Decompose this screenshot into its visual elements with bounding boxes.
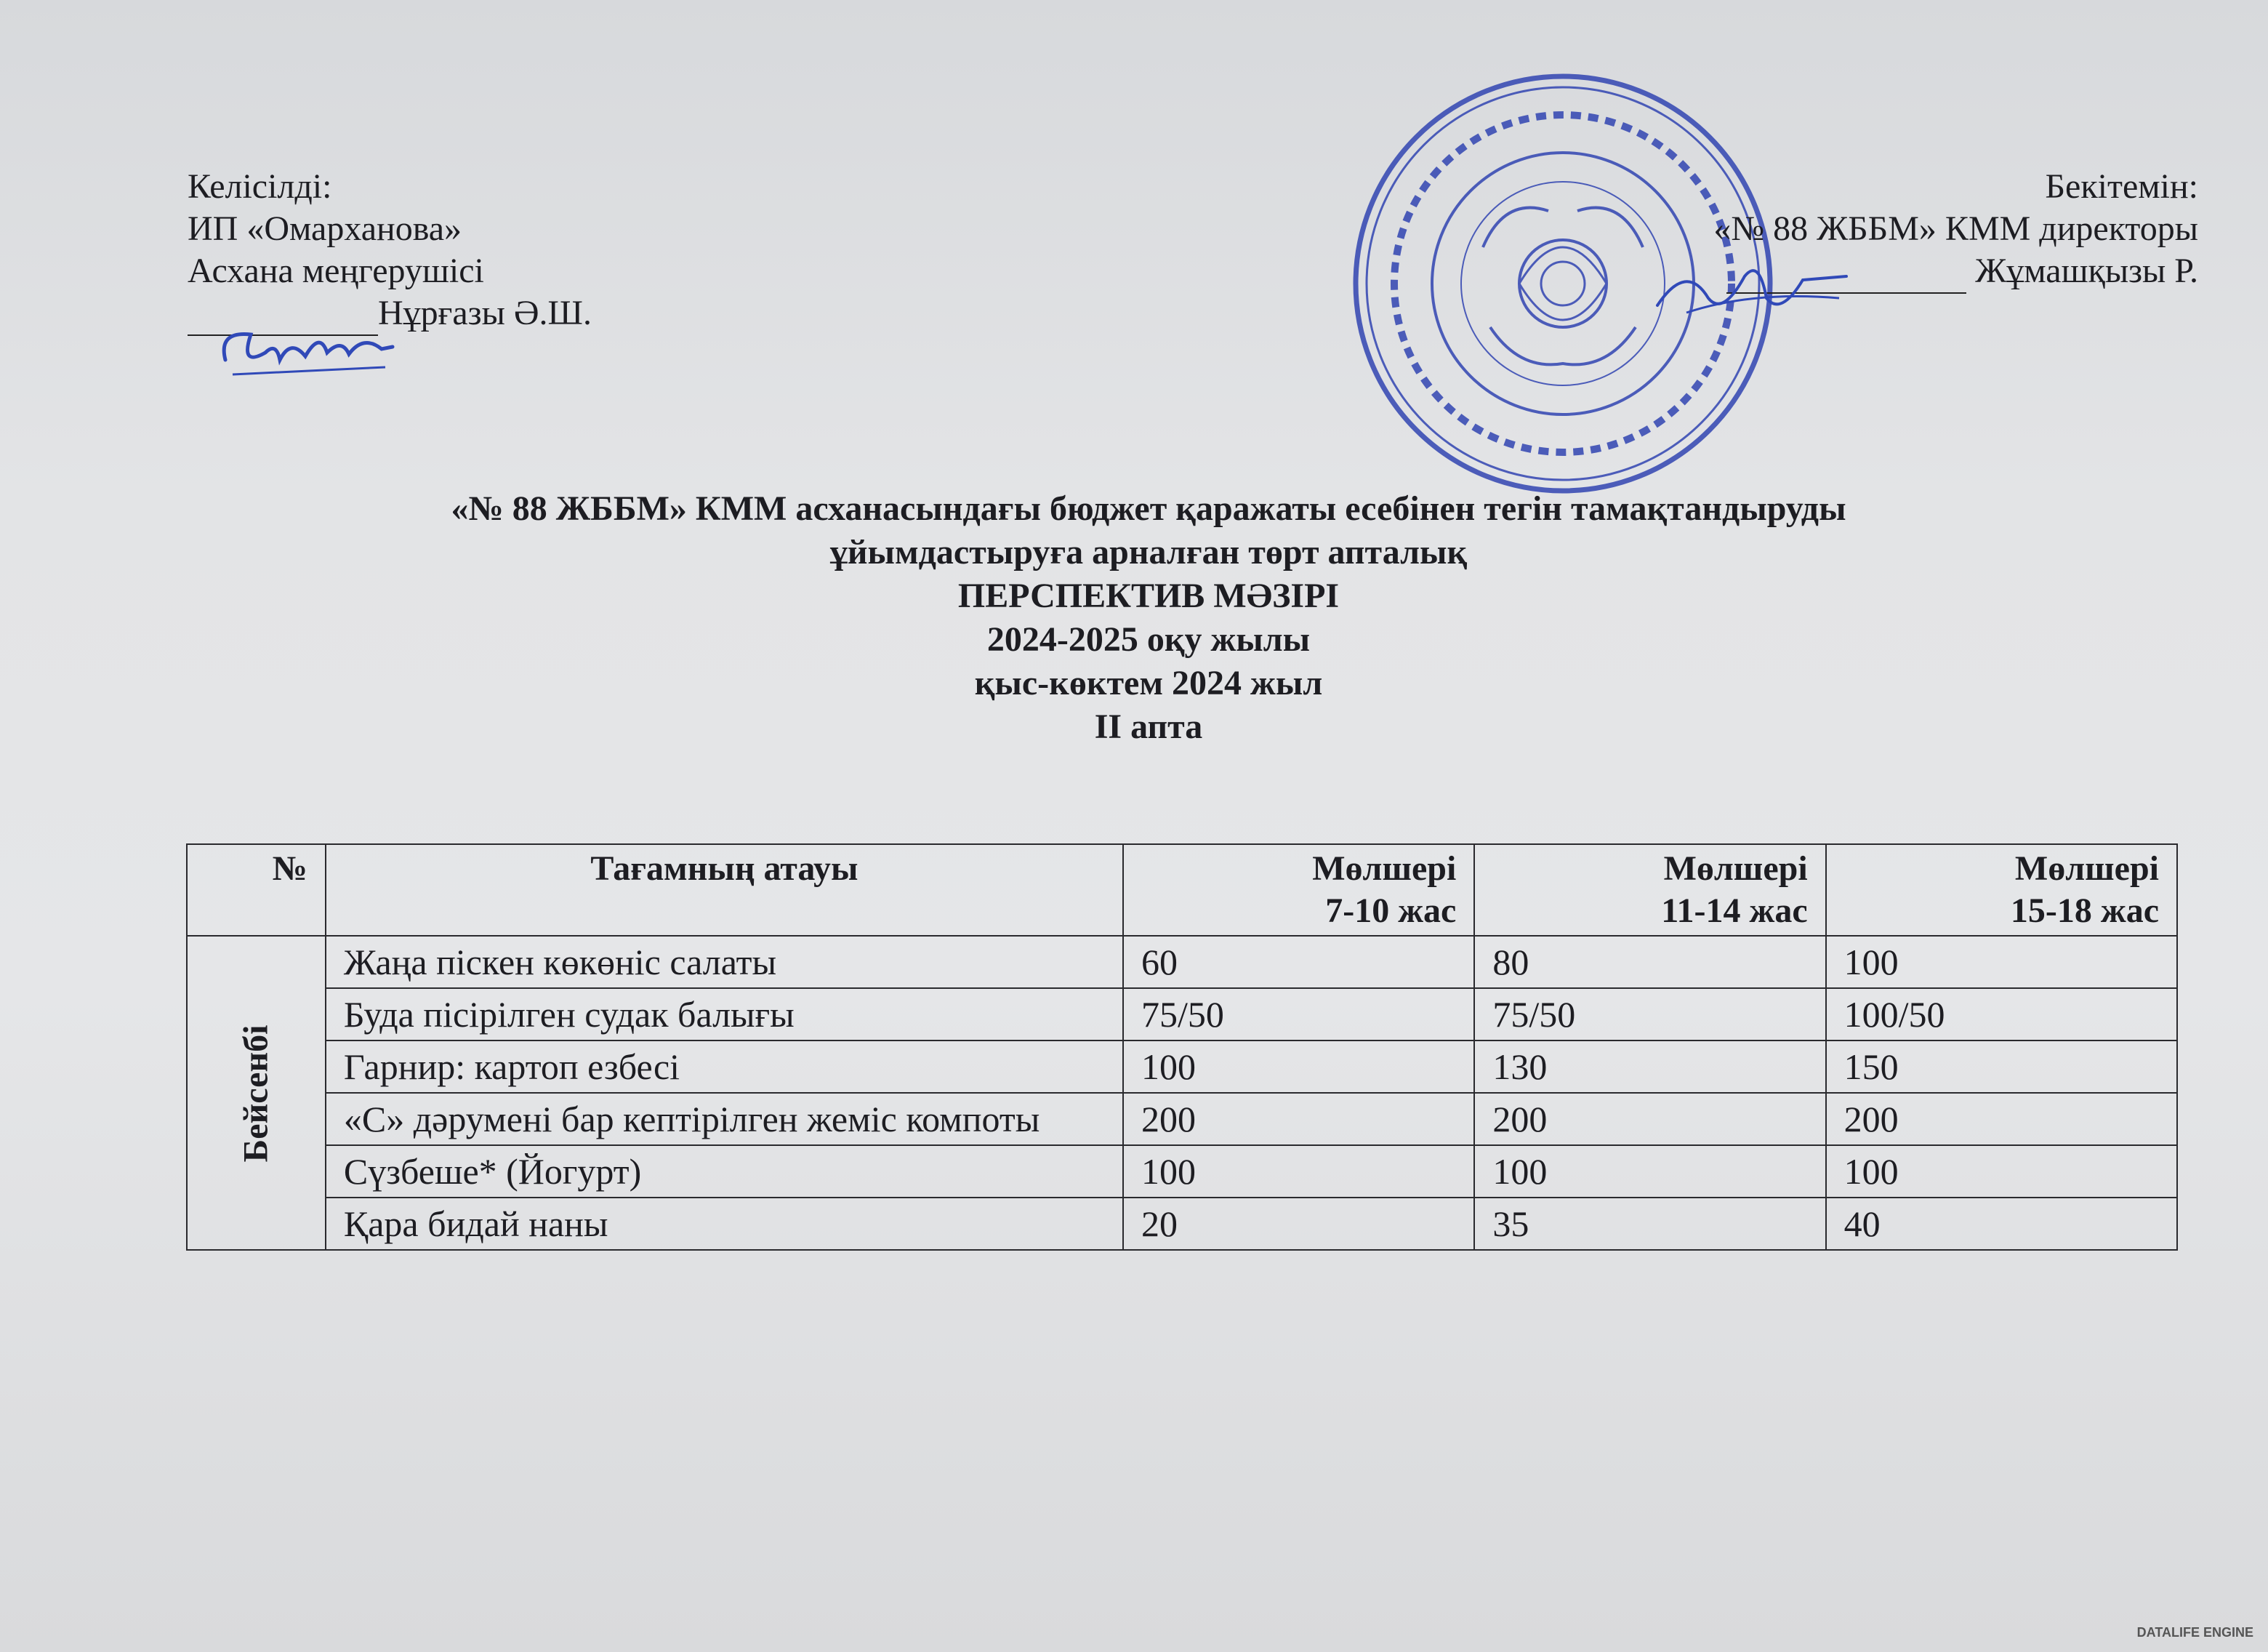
portion-cell: 100 [1474,1145,1825,1198]
dish-name-cell: Жаңа піскен көкөніс салаты [326,936,1123,988]
header-portion-label: Мөлшері [1312,849,1457,888]
header-dish-name: Тағамның атауы [326,844,1123,936]
header-age-range: 7-10 жас [1325,891,1457,930]
portion-cell: 100/50 [1826,988,2177,1040]
portion-cell: 200 [1474,1093,1825,1145]
watermark-logo: DATALIFE ENGINE [2136,1625,2253,1640]
table-row [187,1093,2177,1145]
table-header-row [187,844,2177,936]
portion-cell: 100 [1826,936,2177,988]
agreed-label: Келісілді: [188,167,332,206]
portion-cell: 60 [1123,936,1474,988]
approved-label: Бекітемін: [2045,167,2198,206]
table-row [187,1198,2177,1250]
dish-name-cell: Қара бидай наны [326,1198,1123,1250]
menu-table [186,843,2178,1251]
portion-cell: 200 [1826,1093,2177,1145]
title-line-5: қыс-көктем 2024 жыл [974,664,1323,702]
portion-cell: 130 [1474,1040,1825,1093]
portion-cell: 20 [1123,1198,1474,1250]
canteen-head-name: Нұрғазы Ә.Ш. [378,294,592,332]
portion-cell: 75/50 [1474,988,1825,1040]
director-name: Жұмашқызы Р. [1975,252,2198,290]
dish-name-cell: Сүзбеше* (Йогурт) [326,1145,1123,1198]
header-portion-11-14 [1474,844,1825,936]
dish-name-cell: «С» дәрумені бар кептірілген жеміс компоты [326,1093,1123,1145]
title-line-3: ПЕРСПЕКТИВ МӘЗІРІ [957,577,1340,615]
left-signature [211,309,407,389]
header-age-range: 15-18 жас [2010,891,2159,930]
portion-cell: 100 [1123,1040,1474,1093]
portion-cell: 80 [1474,936,1825,988]
portion-cell: 100 [1826,1145,2177,1198]
title-line-6: ІІ апта [1094,707,1203,746]
day-cell [187,936,326,1250]
table-row [187,988,2177,1040]
table-row [187,936,2177,988]
table-row [187,1040,2177,1093]
table-row [187,1145,2177,1198]
document-title [218,487,2079,749]
director-title: «№ 88 ЖББМ» КММ директоры [1713,209,2198,248]
portion-cell: 35 [1474,1198,1825,1250]
header-age-range: 11-14 жас [1661,891,1808,930]
supplier-name: ИП «Омарханова» [188,209,462,248]
title-line-2: ұйымдастыруға арналған төрт апталық [829,533,1468,572]
canteen-head-title: Асхана меңгерушісі [188,252,484,290]
day-label: Бейсенбі [236,1025,276,1163]
header-portion-7-10 [1123,844,1474,936]
header-number: № [187,844,326,936]
title-line-1: «№ 88 ЖББМ» КММ асханасындағы бюджет қаражаты есебінен тегін тамақтандыруды [451,489,1846,528]
header-portion-label: Мөлшері [2014,849,2159,888]
dish-name-cell: Гарнир: картоп езбесі [326,1040,1123,1093]
right-signature [1643,247,1861,327]
portion-cell: 75/50 [1123,988,1474,1040]
portion-cell: 200 [1123,1093,1474,1145]
header-portion-15-18 [1826,844,2177,936]
portion-cell: 40 [1826,1198,2177,1250]
dish-name-cell: Буда пісірілген судак балығы [326,988,1123,1040]
header-portion-label: Мөлшері [1663,849,1808,888]
portion-cell: 150 [1826,1040,2177,1093]
portion-cell: 100 [1123,1145,1474,1198]
title-line-4: 2024-2025 оқу жылы [986,620,1311,659]
